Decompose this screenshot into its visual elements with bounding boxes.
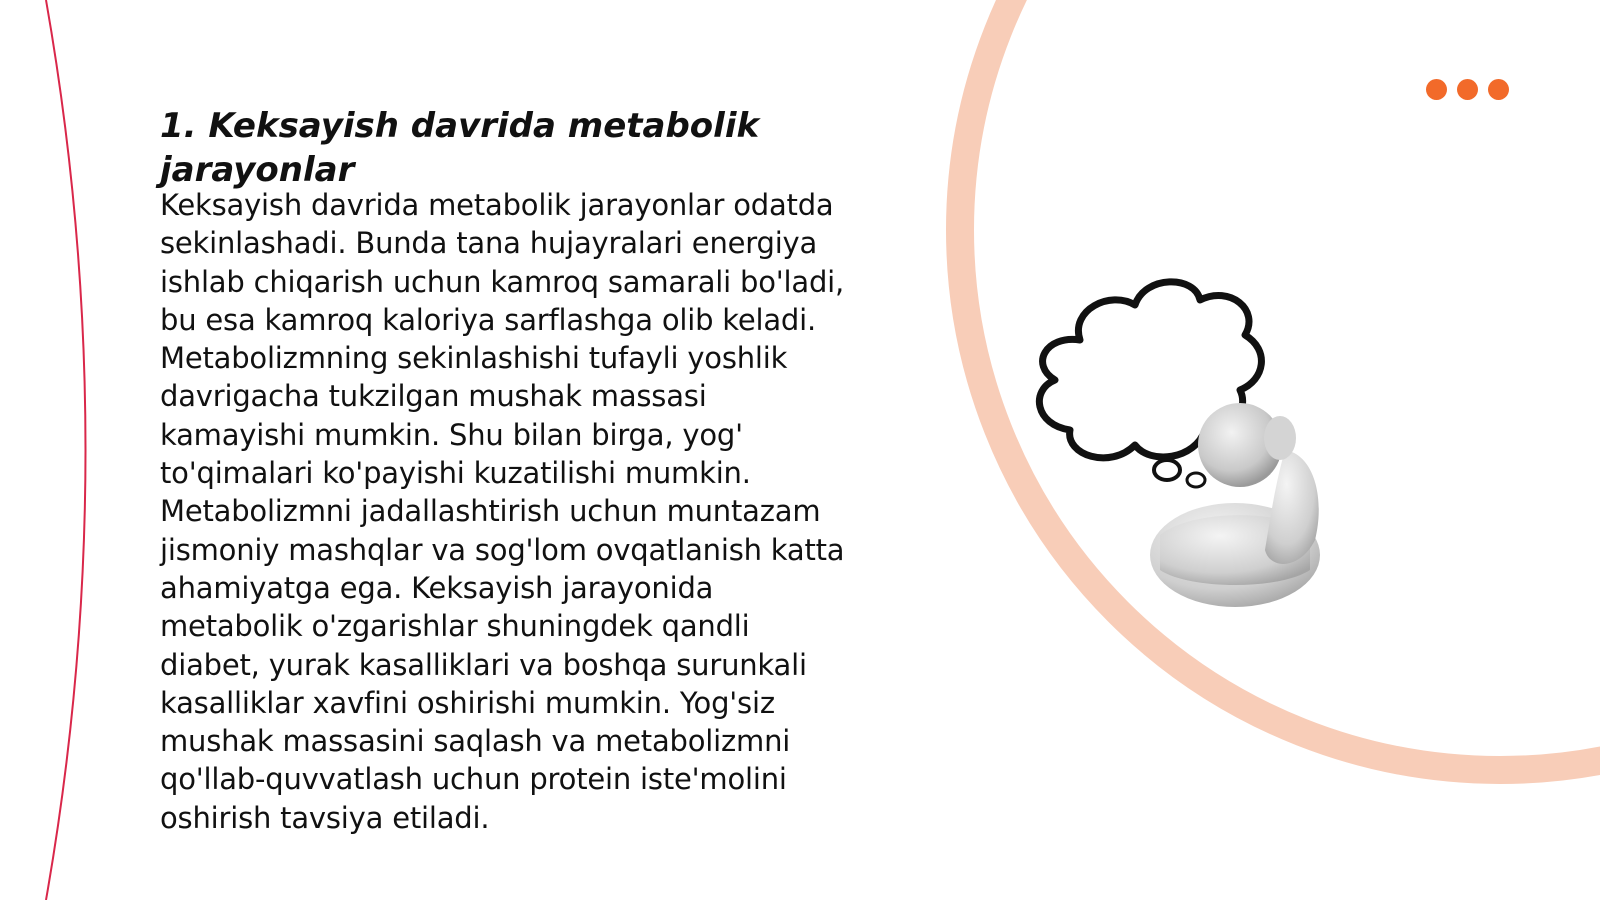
three-dots-icon (1426, 79, 1516, 101)
slide-body-text: Keksayish davrida metabolik jarayonlar odatda sekinlashadi. Bunda tana hujayralari energiya ishlab chiqarish uchun kamroq samarali bo'ladi, bu esa kamroq kaloriya sarflashga olib keladi. Metabolizmning sekinlashishi tufayli yoshlik davrigacha tukzilgan mushak massasi kamayishi mumkin. Shu bilan birga, yog' to'qimalari ko'payishi kuzatilishi mumkin. Metabolizmni jadallashtirish uchun muntazam jismoniy mashqlar va sog'lom ovqatlanish katta ahamiyatga ega. Keksayish jarayonida metabolik o'zgarishlar shuningdek qandli diabet, yurak kasalliklari va boshqa surunkali kasalliklar xavfini oshirishi mumkin. Yog'siz mushak massasini saqlash va metabolizmni qo'llab-quvvatlash uchun protein iste'molini oshirish tavsiya etiladi. (160, 188, 845, 835)
dot-3 (1488, 79, 1509, 100)
dot-2 (1457, 79, 1478, 100)
thinking-person-icon (1030, 270, 1350, 620)
slide-title: 1. Keksayish davrida metabolik jarayonlar (160, 106, 760, 190)
left-curve-line (46, 0, 86, 900)
dot-1 (1426, 79, 1447, 100)
